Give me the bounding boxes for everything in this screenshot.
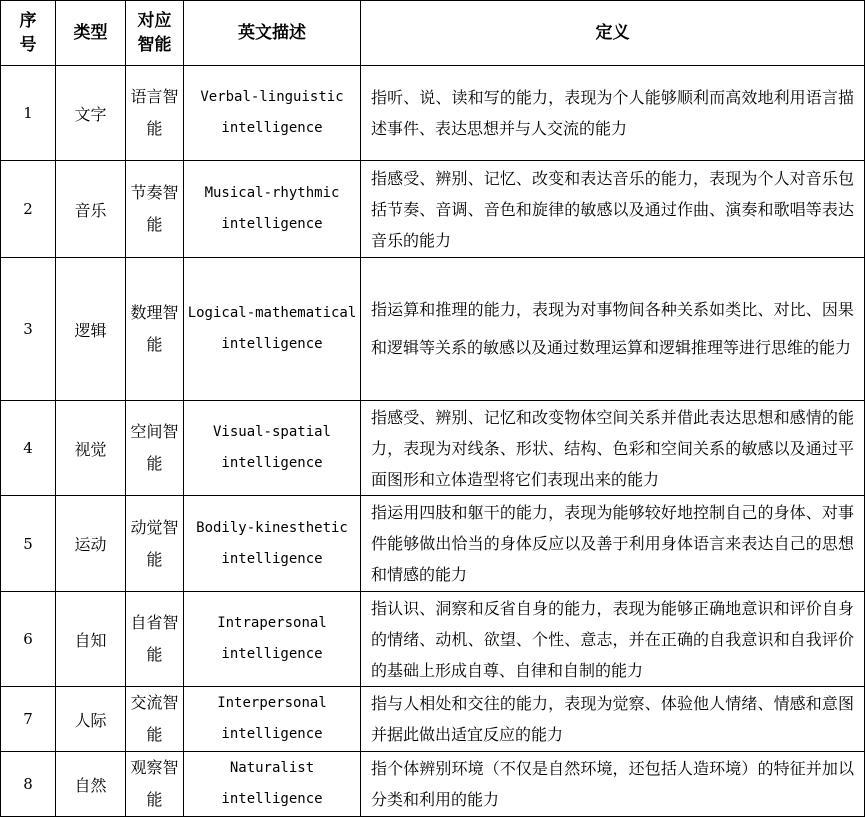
row-ability: 语言智能 bbox=[126, 66, 184, 161]
table-row bbox=[1, 752, 865, 817]
row-type: 音乐 bbox=[56, 161, 126, 258]
row-ability: 自省智能 bbox=[126, 592, 184, 687]
row-definition: 指运算和推理的能力，表现为对事物间各种关系如类比、对比、因果和逻辑等关系的敏感以及通过数理运算和逻辑推理等进行思维的能力 bbox=[361, 258, 865, 401]
header-index: 序号 bbox=[1, 1, 56, 66]
table-row bbox=[1, 258, 865, 401]
row-type: 文字 bbox=[56, 66, 126, 161]
row-english: Logical-mathematical intelligence bbox=[184, 258, 361, 401]
row-type: 自知 bbox=[56, 592, 126, 687]
table-row bbox=[1, 161, 865, 258]
row-type: 人际 bbox=[56, 687, 126, 752]
row-english: Musical-rhythmic intelligence bbox=[184, 161, 361, 258]
row-ability: 交流智能 bbox=[126, 687, 184, 752]
row-definition: 指与人相处和交往的能力，表现为觉察、体验他人情绪、情感和意图并据此做出适宜反应的能力 bbox=[361, 687, 865, 752]
row-english: Visual-spatial intelligence bbox=[184, 401, 361, 496]
row-index: 3 bbox=[1, 258, 56, 401]
row-index: 6 bbox=[1, 592, 56, 687]
row-english: Interpersonal intelligence bbox=[184, 687, 361, 752]
row-ability: 空间智能 bbox=[126, 401, 184, 496]
table-row bbox=[1, 401, 865, 496]
row-index: 4 bbox=[1, 401, 56, 496]
table-row bbox=[1, 66, 865, 161]
header-row bbox=[1, 1, 865, 66]
header-ability: 对应智能 bbox=[126, 1, 184, 66]
row-definition: 指个体辨别环境（不仅是自然环境，还包括人造环境）的特征并加以分类和利用的能力 bbox=[361, 752, 865, 817]
row-ability: 数理智能 bbox=[126, 258, 184, 401]
row-ability: 动觉智能 bbox=[126, 496, 184, 592]
row-ability: 节奏智能 bbox=[126, 161, 184, 258]
row-definition: 指感受、辨别、记忆、改变和表达音乐的能力，表现为个人对音乐包括节奏、音调、音色和旋律的敏感以及通过作曲、演奏和歌唱等表达音乐的能力 bbox=[361, 161, 865, 258]
row-type: 运动 bbox=[56, 496, 126, 592]
header-type: 类型 bbox=[56, 1, 126, 66]
row-definition: 指听、说、读和写的能力，表现为个人能够顺利而高效地利用语言描述事件、表达思想并与人交流的能力 bbox=[361, 66, 865, 161]
row-english: Bodily-kinesthetic intelligence bbox=[184, 496, 361, 592]
row-type: 逻辑 bbox=[56, 258, 126, 401]
row-index: 1 bbox=[1, 66, 56, 161]
table-row bbox=[1, 496, 865, 592]
row-index: 7 bbox=[1, 687, 56, 752]
row-definition: 指运用四肢和躯干的能力，表现为能够较好地控制自己的身体、对事件能够做出恰当的身体反应以及善于利用身体语言来表达自己的思想和情感的能力 bbox=[361, 496, 865, 592]
row-index: 8 bbox=[1, 752, 56, 817]
row-type: 视觉 bbox=[56, 401, 126, 496]
row-index: 5 bbox=[1, 496, 56, 592]
row-type: 自然 bbox=[56, 752, 126, 817]
row-definition: 指感受、辨别、记忆和改变物体空间关系并借此表达思想和感情的能力，表现为对线条、形状、结构、色彩和空间关系的敏感以及通过平面图形和立体造型将它们表现出来的能力 bbox=[361, 401, 865, 496]
row-definition: 指认识、洞察和反省自身的能力，表现为能够正确地意识和评价自身的情绪、动机、欲望、个性、意志，并在正确的自我意识和自我评价的基础上形成自尊、自律和自制的能力 bbox=[361, 592, 865, 687]
row-english: Intrapersonal intelligence bbox=[184, 592, 361, 687]
row-english: Naturalist intelligence bbox=[184, 752, 361, 817]
header-english: 英文描述 bbox=[184, 1, 361, 66]
row-ability: 观察智能 bbox=[126, 752, 184, 817]
row-index: 2 bbox=[1, 161, 56, 258]
table-row bbox=[1, 592, 865, 687]
table-row bbox=[1, 687, 865, 752]
header-definition: 定义 bbox=[361, 1, 865, 66]
row-english: Verbal-linguistic intelligence bbox=[184, 66, 361, 161]
